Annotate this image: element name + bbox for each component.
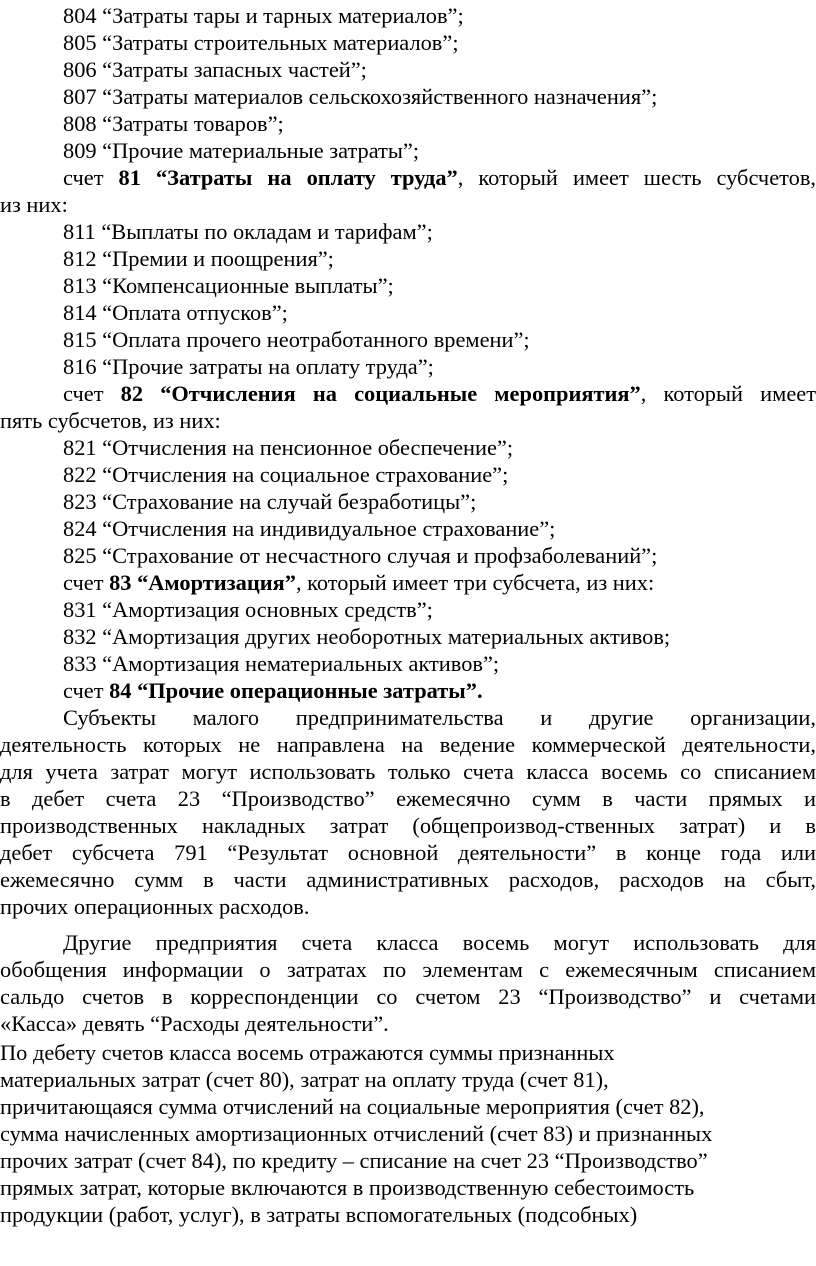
account-82-continuation: пять субсчетов, из них: (0, 408, 221, 433)
subaccount-816: 816 “Прочие затраты на оплату труда”; (63, 354, 434, 379)
paragraph-other-enterprises-line-2: обобщения информации о затратах по элементам с ежемесячным списанием (0, 957, 816, 982)
account-81-title: 81 “Затраты на оплату труда” (118, 165, 458, 190)
account-83-title: 83 “Амортизация” (109, 570, 296, 595)
account-84-title: 84 “Прочие операционные затраты”. (109, 678, 483, 703)
account-81-suffix: , который имеет шесть субсчетов, (457, 165, 816, 190)
account-82-line (0, 380, 816, 407)
paragraph-small-business-line-4: в дебет счета 23 “Производство” ежемесячно сумм в части прямых и (0, 786, 816, 811)
subaccount-809: 809 “Прочие материальные затраты”; (63, 138, 420, 163)
paragraph-small-business-line-2: деятельность которых не направлена на ведение коммерческой деятельности, (0, 732, 816, 757)
subaccount-804: 804 “Затраты тары и тарных материалов”; (63, 3, 464, 28)
paragraph-debit-line-5: прочих затрат (счет 84), по кредиту – списание на счет 23 “Производство” (0, 1148, 708, 1173)
account-83-line (0, 569, 816, 596)
paragraph-debit-line-2: материальных затрат (счет 80), затрат на оплату труда (счет 81), (0, 1067, 609, 1092)
paragraph-small-business-line-5: производственных накладных затрат (общепроизвод-ственных затрат) и в (0, 813, 816, 838)
subaccount-825: 825 “Страхование от несчастного случая и профзаболеваний”; (63, 543, 658, 568)
paragraph-debit-line-3: причитающаяся сумма отчислений на социальные мероприятия (счет 82), (0, 1094, 705, 1119)
subaccount-812: 812 “Премии и поощрения”; (63, 246, 334, 271)
subaccount-815: 815 “Оплата прочего неотработанного времени”; (63, 327, 530, 352)
subaccount-805: 805 “Затраты строительных материалов”; (63, 30, 459, 55)
subaccount-811: 811 “Выплаты по окладам и тарифам”; (63, 219, 433, 244)
subaccount-807: 807 “Затраты материалов сельскохозяйственного назначения”; (63, 84, 658, 109)
account-82-suffix: , который имеет (640, 381, 816, 406)
account-81-line (0, 164, 816, 191)
paragraph-debit-line-6: прямых затрат, которые включаются в производственную себестоимость (0, 1175, 695, 1200)
subaccount-808: 808 “Затраты товаров”; (63, 111, 284, 136)
paragraph-small-business-line-7: ежемесячно сумм в части административных расходов, расходов на сбыт, (0, 867, 816, 892)
paragraph-debit-line-4: сумма начисленных амортизационных отчислений (счет 83) и признанных (0, 1121, 713, 1146)
paragraph-other-enterprises-line-4: «Касса» девять “Расходы деятельности”. (0, 1011, 389, 1036)
account-84-prefix: счет (63, 678, 110, 703)
account-82-title: 82 “Отчисления на социальные мероприятия” (120, 381, 641, 406)
paragraph-small-business-line-3: для учета затрат могут использовать только счета класса восемь со списанием (0, 759, 816, 784)
account-81-prefix: счет (63, 165, 119, 190)
subaccount-831: 831 “Амортизация основных средств”; (63, 597, 433, 622)
paragraph-small-business-line-1: Субъекты малого предпринимательства и другие организации, (63, 705, 816, 730)
subaccount-823: 823 “Страхование на случай безработицы”; (63, 489, 477, 514)
subaccount-806: 806 “Затраты запасных частей”; (63, 57, 367, 82)
account-83-prefix: счет (63, 570, 110, 595)
paragraph-debit-line-1: По дебету счетов класса восемь отражаются суммы признанных (0, 1040, 615, 1065)
subaccount-813: 813 “Компенсационные выплаты”; (63, 273, 394, 298)
subaccount-814: 814 “Оплата отпусков”; (63, 300, 288, 325)
paragraph-other-enterprises-line-3: сальдо счетов в корреспонденции со счетом 23 “Производство” и счетами (0, 984, 816, 1009)
subaccount-833: 833 “Амортизация нематериальных активов”; (63, 651, 500, 676)
subaccount-832: 832 “Амортизация других необоротных материальных активов; (63, 624, 671, 649)
paragraph-small-business-line-8: прочих операционных расходов. (0, 894, 310, 919)
paragraph-debit-line-7: продукции (работ, услуг), в затраты вспомогательных (подсобных) (0, 1202, 638, 1227)
account-81-continuation: из них: (0, 192, 68, 217)
paragraph-other-enterprises-line-1: Другие предприятия счета класса восемь могут использовать для (63, 930, 816, 955)
paragraph-small-business-line-6: дебет субсчета 791 “Результат основной деятельности” в конце года или (0, 840, 816, 865)
account-84-line (0, 677, 816, 704)
subaccount-822: 822 “Отчисления на социальное страхование”; (63, 462, 509, 487)
account-82-prefix: счет (63, 381, 121, 406)
account-83-suffix: , который имеет три субсчета, из них: (295, 570, 655, 595)
subaccount-821: 821 “Отчисления на пенсионное обеспечение”; (63, 435, 514, 460)
subaccount-824: 824 “Отчисления на индивидуальное страхование”; (63, 516, 556, 541)
